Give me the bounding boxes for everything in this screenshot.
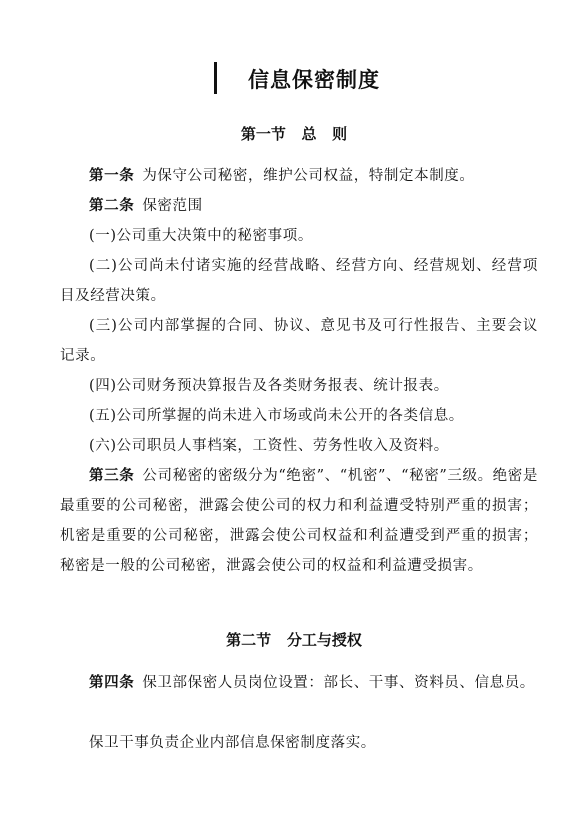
paragraph-duty <box>60 728 538 758</box>
article-3 <box>60 461 538 581</box>
article-text: 保卫部保密人员岗位设置：部长、干事、资料员、信息员。 <box>142 675 535 691</box>
article-label: 第二条 <box>89 197 135 214</box>
section-heading-2: 第二节 分工与授权 <box>226 631 362 649</box>
list-item-3 <box>60 311 538 371</box>
list-item-text: (六)公司职员人事档案，工资性、劳务性收入及资料。 <box>89 438 449 454</box>
list-item-4 <box>60 371 538 401</box>
article-label: 第三条 <box>89 467 135 484</box>
list-item-1 <box>60 221 538 251</box>
title-block <box>0 62 588 96</box>
list-item-text: (四)公司财务预决算报告及各类财务报表、统计报表。 <box>89 378 449 394</box>
list-item-6 <box>60 431 538 461</box>
list-item-text: (五)公司所掌握的尚未进入市场或尚未公开的各类信息。 <box>89 408 464 424</box>
article-text: 为保守公司秘密，维护公司权益，特制定本制度。 <box>142 168 475 184</box>
list-item-2 <box>60 251 538 311</box>
doc-title: 信息保密制度 <box>248 67 380 92</box>
article-1 <box>60 161 538 191</box>
article-label: 第一条 <box>89 167 135 184</box>
section-heading-1: 第一节 总 则 <box>240 125 348 143</box>
article-label: 第四条 <box>89 674 135 691</box>
list-item-5 <box>60 401 538 431</box>
article-text: 保密范围 <box>142 198 203 214</box>
list-item-text: (二)公司尚未付诸实施的经营战略、经营方向、经营规划、经营项目及经营决策。 <box>60 258 538 304</box>
list-item-text: (三)公司内部掌握的合同、协议、意见书及可行性报告、主要会议记录。 <box>60 318 538 364</box>
article-2 <box>60 191 538 221</box>
paragraph-text: 保卫干事负责企业内部信息保密制度落实。 <box>89 735 376 751</box>
article-text: 公司秘密的密级分为“绝密”、“机密”、“秘密”三级。绝密是最重要的公司秘密，泄露会使公司的权力和利益遭受特别严重的损害；机密是重要的公司秘密，泄露会使公司权益和利益遭受到严重的损害；秘密是一般的公司秘密，泄露会使公司的权益和利益遭受损害。 <box>60 468 539 574</box>
list-item-text: (一)公司重大决策中的秘密事项。 <box>89 228 313 244</box>
title-accent-bar <box>214 62 217 94</box>
article-4 <box>60 668 538 698</box>
